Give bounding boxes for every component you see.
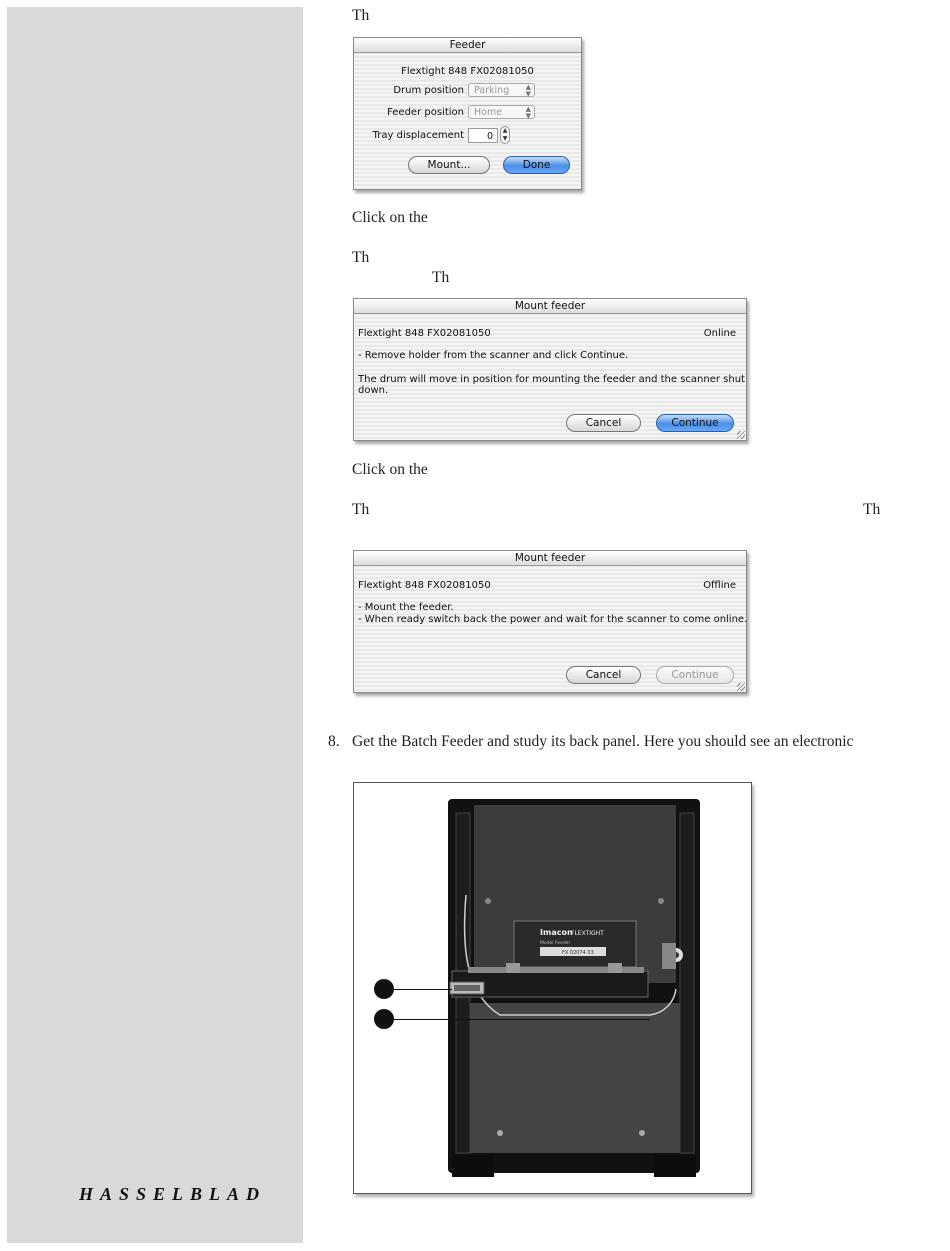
drum-position-value: Parking — [474, 85, 510, 96]
mount-feeder-dialog-online — [353, 298, 747, 441]
paragraph-fragment: Th — [432, 269, 450, 286]
feeder-position-value: Home — [474, 107, 503, 118]
instruction-line: - Mount the feeder. — [358, 602, 454, 613]
paragraph-fragment: Th — [352, 249, 370, 266]
status-text: Online — [703, 328, 736, 339]
done-button[interactable]: Done — [503, 156, 570, 174]
instruction-line: - When ready switch back the power and wait for the scanner to come online. — [358, 614, 748, 625]
status-text: Offline — [703, 580, 736, 591]
feeder-dialog — [353, 37, 582, 190]
paragraph-fragment: Click on the — [352, 461, 428, 478]
resize-grip-icon[interactable] — [737, 683, 745, 691]
resize-grip-icon[interactable] — [737, 431, 745, 439]
scanner-name: Flextight 848 FX02081050 — [401, 66, 534, 77]
paragraph-fragment: Th — [863, 501, 881, 518]
cancel-button[interactable]: Cancel — [566, 666, 641, 684]
up-down-arrows-icon: ▲ ▼ — [525, 105, 531, 120]
label-product: FLEXTIGHT — [571, 930, 604, 937]
callout-line — [394, 1019, 650, 1020]
sidebar — [7, 7, 303, 1243]
callout-marker — [374, 1009, 394, 1029]
paragraph-fragment: Click on the — [352, 209, 428, 226]
batch-feeder-photo — [353, 782, 752, 1194]
mount-button[interactable]: Mount... — [408, 156, 490, 174]
instruction-line: The drum will move in position for mounting the feeder and the scanner shut — [358, 374, 745, 385]
mount-feeder-dialog-offline — [353, 550, 747, 693]
instruction-line: - Remove holder from the scanner and click Continue. — [358, 350, 629, 361]
up-down-arrows-icon: ▲ ▼ — [525, 83, 531, 98]
dialog-title: Feeder — [354, 38, 581, 53]
step-text: Get the Batch Feeder and study its back panel. Here you should see an electronic — [352, 733, 854, 750]
paragraph-fragment: Th — [352, 7, 370, 24]
callout-marker — [374, 979, 394, 999]
tray-displacement-input[interactable]: 0 — [468, 128, 498, 143]
dialog-title: Mount feeder — [354, 299, 746, 314]
cancel-button[interactable]: Cancel — [566, 414, 641, 432]
label-model: Model Feeder — [540, 941, 571, 946]
label-brand: Imacon — [540, 928, 573, 937]
callout-line — [394, 989, 452, 990]
scanner-name: Flextight 848 FX02081050 — [358, 580, 491, 591]
dialog-title: Mount feeder — [354, 551, 746, 566]
continue-button-disabled[interactable]: Continue — [656, 666, 734, 684]
drum-position-select[interactable] — [468, 83, 535, 97]
feeder-position-label: Feeder position — [387, 107, 464, 118]
hasselblad-logo: HASSELBLAD — [79, 1184, 267, 1204]
tray-displacement-stepper[interactable]: ▲ ▼ — [500, 126, 510, 144]
label-serial: FX 02074 03 — [562, 950, 594, 956]
instruction-line: down. — [358, 385, 389, 396]
tray-displacement-label: Tray displacement — [372, 130, 464, 141]
paragraph-fragment: Th — [352, 501, 370, 518]
batch-feeder-illustration — [354, 783, 751, 1193]
scanner-name: Flextight 848 FX02081050 — [358, 328, 491, 339]
feeder-position-select[interactable] — [468, 105, 535, 119]
drum-position-label: Drum position — [393, 85, 464, 96]
step-number: 8. — [328, 733, 340, 750]
continue-button[interactable]: Continue — [656, 414, 734, 432]
